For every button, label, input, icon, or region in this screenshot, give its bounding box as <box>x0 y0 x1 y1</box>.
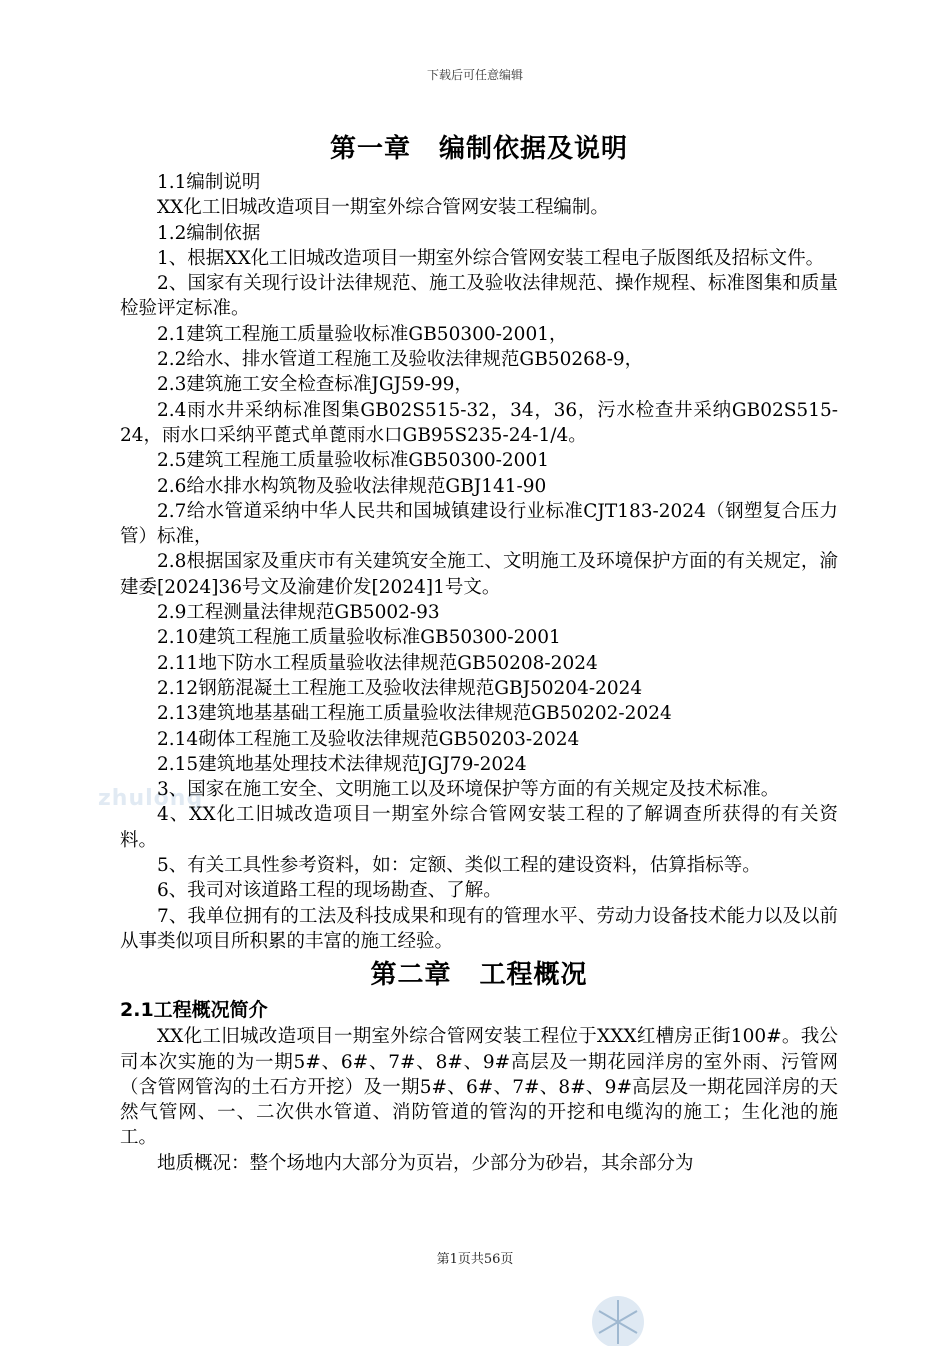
paragraph: 2.2给水、排水管道工程施工及验收法律规范GB50268-9， <box>157 349 644 371</box>
paragraph: 1、根据XX化工旧城改造项目一期室外综合管网安装工程电子版图纸及招标文件。 <box>157 247 825 269</box>
paragraph: 2.1建筑工程施工质量验收标准GB50300-2001， <box>157 323 568 345</box>
paragraph: XX化工旧城改造项目一期室外综合管网安装工程位于XXX红槽房正街100#。我公司本次实施的为一期5#、6#、7#、8#、9#高层及一期花园洋房的室外雨、污管网（含管网管沟的土石方开挖）及一期5#、6#、7#、8#、9#高层及一期花园洋房的天然气管网、一、二次供水管道、消防管道的管沟的开挖和电缆沟的施工；生化池的施工。 <box>120 1026 838 1149</box>
paragraph: 2.11地下防水工程质量验收法律规范GB50208-2024 <box>157 652 598 674</box>
paragraph: 1.2编制依据 <box>157 222 261 244</box>
chapter-2-paragraphs <box>120 1024 838 1176</box>
chapter-1-name: 编制依据及说明 <box>439 134 629 164</box>
paragraph: 2.3建筑施工安全检查标准JGJ59-99， <box>157 374 473 396</box>
page-header-note: 下载后可任意编辑 <box>426 68 523 82</box>
paragraph: XX化工旧城改造项目一期室外综合管网安装工程编制。 <box>157 197 609 219</box>
chapter-2-name: 工程概况 <box>479 960 588 991</box>
paragraph: 2.15建筑地基处理技术法律规范JGJ79-2024 <box>157 753 527 775</box>
watermark: zhulong <box>98 786 204 811</box>
paragraph: 3、国家在施工安全、文明施工以及环境保护等方面的有关规定及技术标准。 <box>157 779 780 801</box>
paragraph: 2、国家有关现行设计法律规范、施工及验收法律规范、操作规程、标准图集和质量检验评定标准。 <box>120 273 838 320</box>
chapter-2-title <box>120 954 838 996</box>
page-footer: 第1页共56页 <box>436 1252 514 1267</box>
paragraph: 4、XX化工旧城改造项目一期室外综合管网安装工程的了解调查所获得的有关资料。 <box>120 804 838 851</box>
paragraph: 2.14砌体工程施工及验收法律规范GB50203-2024 <box>157 728 580 750</box>
chapter-2-number: 第二章 <box>370 960 452 991</box>
paragraph: 2.5建筑工程施工质量验收标准GB50300-2001 <box>157 450 549 472</box>
paragraph: 2.8根据国家及重庆市有关建筑安全施工、文明施工及环境保护方面的有关规定，渝建委[2024]36号文及渝建价发[2024]1号文。 <box>120 551 838 598</box>
paragraph: 1.1编制说明 <box>157 172 261 193</box>
paragraph: 地质概况：整个场地内大部分为页岩，少部分为砂岩，其余部分为 <box>157 1152 694 1174</box>
paragraph: 2.4雨水井采纳标准图集GB02S515-32，34，36，污水检查井采纳GB02S515-24，雨水口采纳平蓖式单蓖雨水口GB95S235-24-1/4。 <box>120 399 838 446</box>
paragraph: 2.9工程测量法律规范GB5002-93 <box>157 602 440 624</box>
paragraph: 5、有关工具性参考资料，如：定额、类似工程的建设资料，估算指标等。 <box>157 855 761 877</box>
paragraph: 2.6给水排水构筑物及验收法律规范GBJ141-90 <box>157 475 547 497</box>
paragraph: 2.10建筑工程施工质量验收标准GB50300-2001 <box>157 627 561 649</box>
document-body <box>120 128 838 1176</box>
paragraph: 2.13建筑地基基础工程施工质量验收法律规范GB50202-2024 <box>157 703 672 725</box>
paragraph: 6、我司对该道路工程的现场勘查、了解。 <box>157 880 502 902</box>
paragraph: 7、我单位拥有的工法及科技成果和现有的管理水平、劳动力设备技术能力以及以前从事类似项目所积累的丰富的施工经验。 <box>120 905 838 952</box>
chapter-1-number: 第一章 <box>329 134 411 164</box>
chapter-1-title <box>120 128 838 170</box>
paragraph: 2.12钢筋混凝土工程施工及验收法律规范GBJ50204-2024 <box>157 677 643 699</box>
paragraph: 2.7给水管道采纳中华人民共和国城镇建设行业标准CJT183-2024（钢塑复合压力管）标准， <box>120 500 838 548</box>
chapter-1-paragraphs <box>120 170 838 954</box>
snowflake-logo-icon <box>586 1282 650 1346</box>
section-title: 2.1工程概况简介 <box>120 999 268 1022</box>
